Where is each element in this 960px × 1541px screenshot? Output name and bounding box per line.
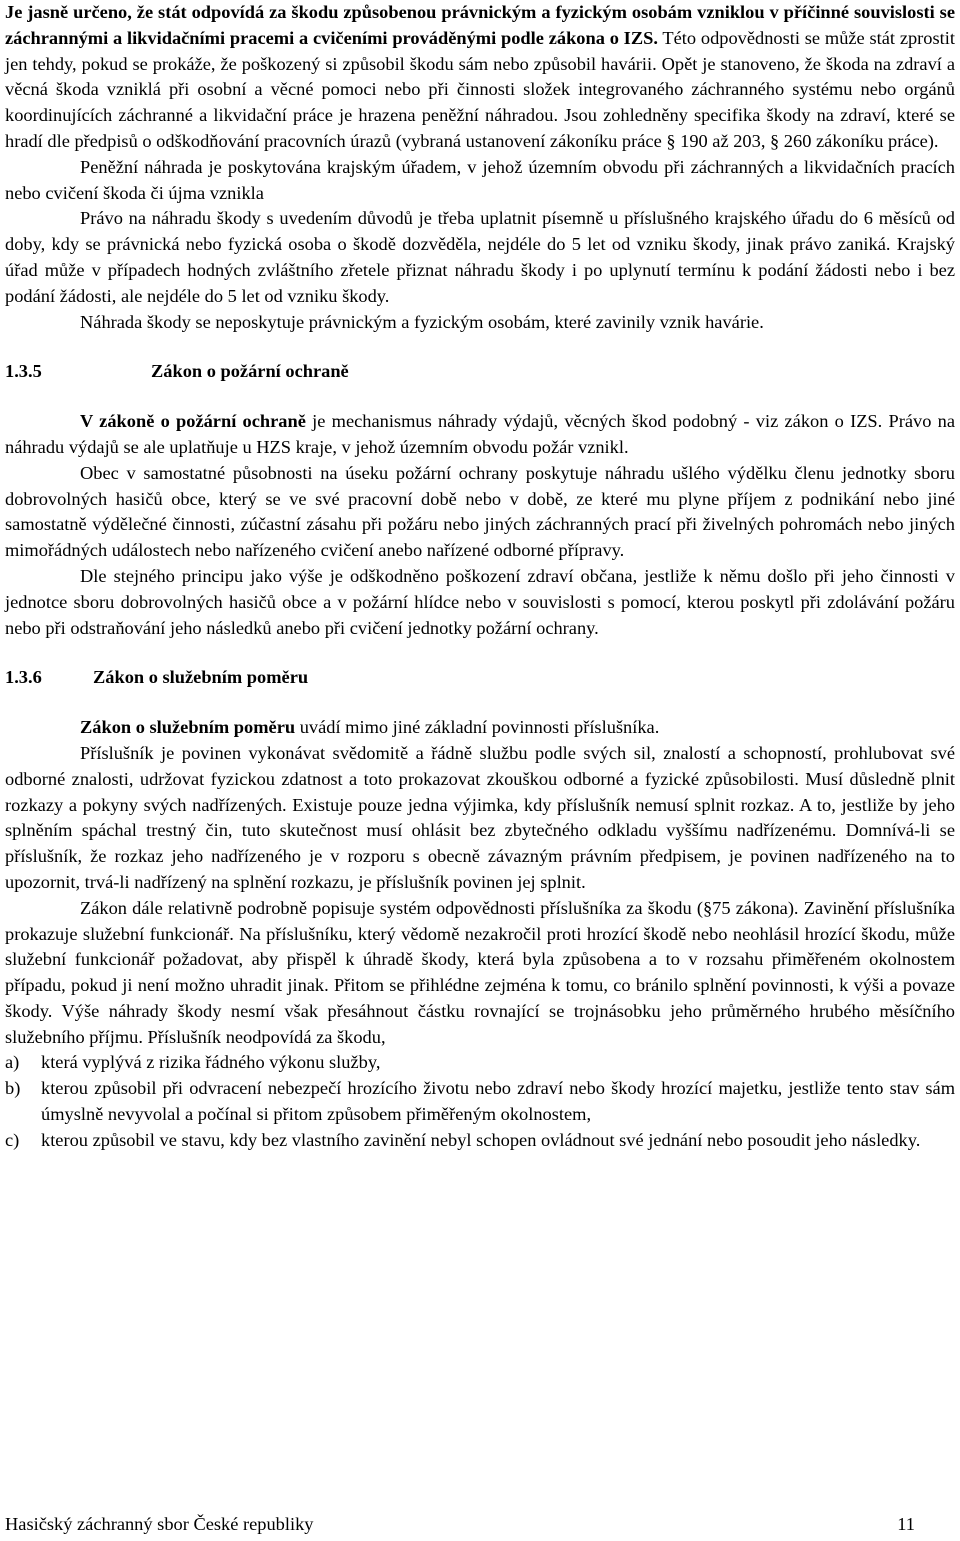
spacer: [5, 385, 955, 409]
paragraph-officer-liability: Zákon dále relativně podrobně popisuje systém odpovědnosti příslušníka za škodu (§75 zákona). Zavinění příslušníka prokazuje služební funkcionář. Na příslušníku, který vědomě nezakročil proti hrozící škodě nebo neohlásil hrozící škodu, může služební funkcionář požadovat, aby přispěl k úhradě škody, která byla způsobena a to v rozsahu přiměřeném okolnostem případu, pokud ji není možno uhradit jinak. Přitom se přihlédne zejména k tomu, co bránilo splnění povinnosti, k výši a povaze škody. Výše náhrady škody nesmí však přesáhnout částku rovnající se trojnásobku jeho průměrného hrubého měsíčního služebního příjmu. Příslušník neodpovídá za škodu,: [5, 897, 955, 1047]
footer-organization: Hasičský záchranný sbor České republiky: [5, 1514, 314, 1534]
paragraph-text: je mechanismus náhrady výdajů, věcných škod podobný - viz zákon o IZS. Právo na náhradu výdajů se ale uplatňuje u HZS kraje, v jehož územním obvodu požár vznikl.: [5, 411, 955, 457]
list-marker: a): [5, 1052, 20, 1073]
paragraph-compensation-office: Peněžní náhrada je poskytována krajským úřadem, v jehož územním obvodu při záchranných a likvidačních pracích nebo cvičení škoda či újma vznikla: [5, 156, 955, 203]
bold-lead-text: Je jasně určeno, že stát odpovídá za škodu způsobenou právnickým a fyzickým osobám vzniklou v příčinné souvislosti se záchrannými a likvidačními pracemi a cvičeními prováděnými podle zákona o IZS.: [5, 2, 955, 48]
page-number: 11: [897, 1514, 915, 1534]
section-title: Zákon o požární ochraně: [151, 361, 349, 382]
paragraph-state-liability: [5, 0, 955, 155]
list-item-text: která vyplývá z rizika řádného výkonu služby,: [41, 1052, 381, 1073]
list-item: [5, 1128, 955, 1154]
page-content: [5, 0, 955, 1154]
section-heading-135: [5, 359, 955, 385]
section-number: 1.3.5: [5, 361, 42, 382]
list-item-text: kterou způsobil při odvracení nebezpečí hrozícího životu nebo zdraví nebo škody hrozící majetku, jestliže tento stav sám úmyslně nevyvolal a počínal si přitom způsobem přiměřeným okolnostem,: [41, 1078, 955, 1125]
bold-lead-text: V zákoně o požární ochraně: [80, 411, 306, 432]
section-number: 1.3.6: [5, 667, 42, 688]
paragraph-no-compensation: Náhrada škody se neposkytuje právnickým a fyzickým osobám, které zavinily vznik havárie.: [80, 311, 764, 332]
paragraph-service-law-intro: [5, 715, 955, 741]
paragraph-fire-law-intro: [5, 409, 955, 461]
list-marker: c): [5, 1129, 20, 1150]
page-footer: [5, 1512, 915, 1538]
paragraph-volunteer-compensation: Obec v samostatné působnosti na úseku požární ochrany poskytuje náhradu ušlého výdělku členu jednotky sboru dobrovolných hasičů obce, který se ve své pracovní době nebo v době, ze které mu plyne příjem z podnikání nebo jiné samostatně výdělečné činnosti, zúčastní zásahu při požáru nebo jiných záchranných prací při živelných pohromách nebo jiných mimořádných událostech nebo nařízeného cvičení anebo nařízené odborné přípravy.: [5, 462, 955, 561]
section-heading-136: [5, 665, 955, 691]
paragraph-health-damage: Dle stejného principu jako výše je odškodněno poškození zdraví občana, jestliže k němu došlo při jeho činnosti v jednotce sboru dobrovolných hasičů obce a v požární hlídce nebo v souvislosti s pomocí, kterou poskytl při zdolávání požáru nebo při odstraňování jeho následků anebo při cvičení jednotky požární ochrany.: [5, 565, 955, 638]
list-item: [5, 1050, 955, 1076]
spacer: [5, 691, 955, 715]
spacer: [5, 641, 955, 665]
paragraph-claim-deadline: Právo na náhradu škody s uvedením důvodů je třeba uplatnit písemně u příslušného krajského úřadu do 6 měsíců od doby, kdy se právnická nebo fyzická osoba o škodě dozvěděla, nejdéle do 5 let od vzniku škody, jinak právo zaniká. Krajský úřad může v případech hodných zvláštního zřetele přiznat náhradu škody i po uplynutí termínu k podání žádosti nebo i bez podání žádosti, ale nejdéle do 5 let od vzniku škody.: [5, 208, 955, 306]
paragraph-officer-duties: Příslušník je povinen vykonávat svědomitě a řádně službu podle svých sil, znalostí a schopností, prohlubovat své odborné znalosti, udržovat fyzickou zdatnost a toto prokazovat zkouškou odborné a fyzické způsobilosti. Musí důsledně plnit rozkazy a pokyny svých nadřízených. Existuje pouze jedna výjimka, kdy příslušník nemusí splnit rozkaz. A to, jestliže by jeho splněním spáchal trestný čin, tuto skutečnost musí ohlásit bez zbytečného odkladu vyššímu nadřízenému. Domnívá-li se příslušník, že rozkaz jeho nadřízeného je v rozporu s obecně závazným právním předpisem, je povinen nadřízeného na to upozornit, trvá-li nadřízený na splnění rozkazu, je příslušník povinen jej splnit.: [5, 742, 955, 892]
paragraph-text: uvádí mimo jiné základní povinnosti příslušníka.: [295, 717, 660, 738]
list-marker: b): [5, 1078, 21, 1099]
paragraph-text: Této odpovědnosti se může stát zprostit jen tehdy, pokud se prokáže, že poškozený si způsobil škodu sám nebo způsobil havárii. Opět je stanoveno, že škoda na zdraví a věcná škoda vzniklá při osobní a věcné pomoci nebo při činnosti složek integrovaného záchranného systému nebo orgánů koordinujících záchranné a likvidační práce je hrazena peněžní náhradou. Jsou zohledněny specifika škody na zdraví, které se hradí dle předpisů o odškodňování pracovních úrazů (vybraná ustanovení zákoníku práce § 190 až 203, § 260 zákoníku práce).: [5, 27, 955, 151]
list-item: [5, 1076, 955, 1128]
section-title: Zákon o služebním poměru: [93, 667, 309, 688]
spacer: [5, 335, 955, 359]
list-item-text: kterou způsobil ve stavu, kdy bez vlastního zavinění nebyl schopen ovládnout své jednání nebo posoudit jeho následky.: [41, 1129, 921, 1150]
bold-lead-text: Zákon o služebním poměru: [80, 717, 296, 738]
